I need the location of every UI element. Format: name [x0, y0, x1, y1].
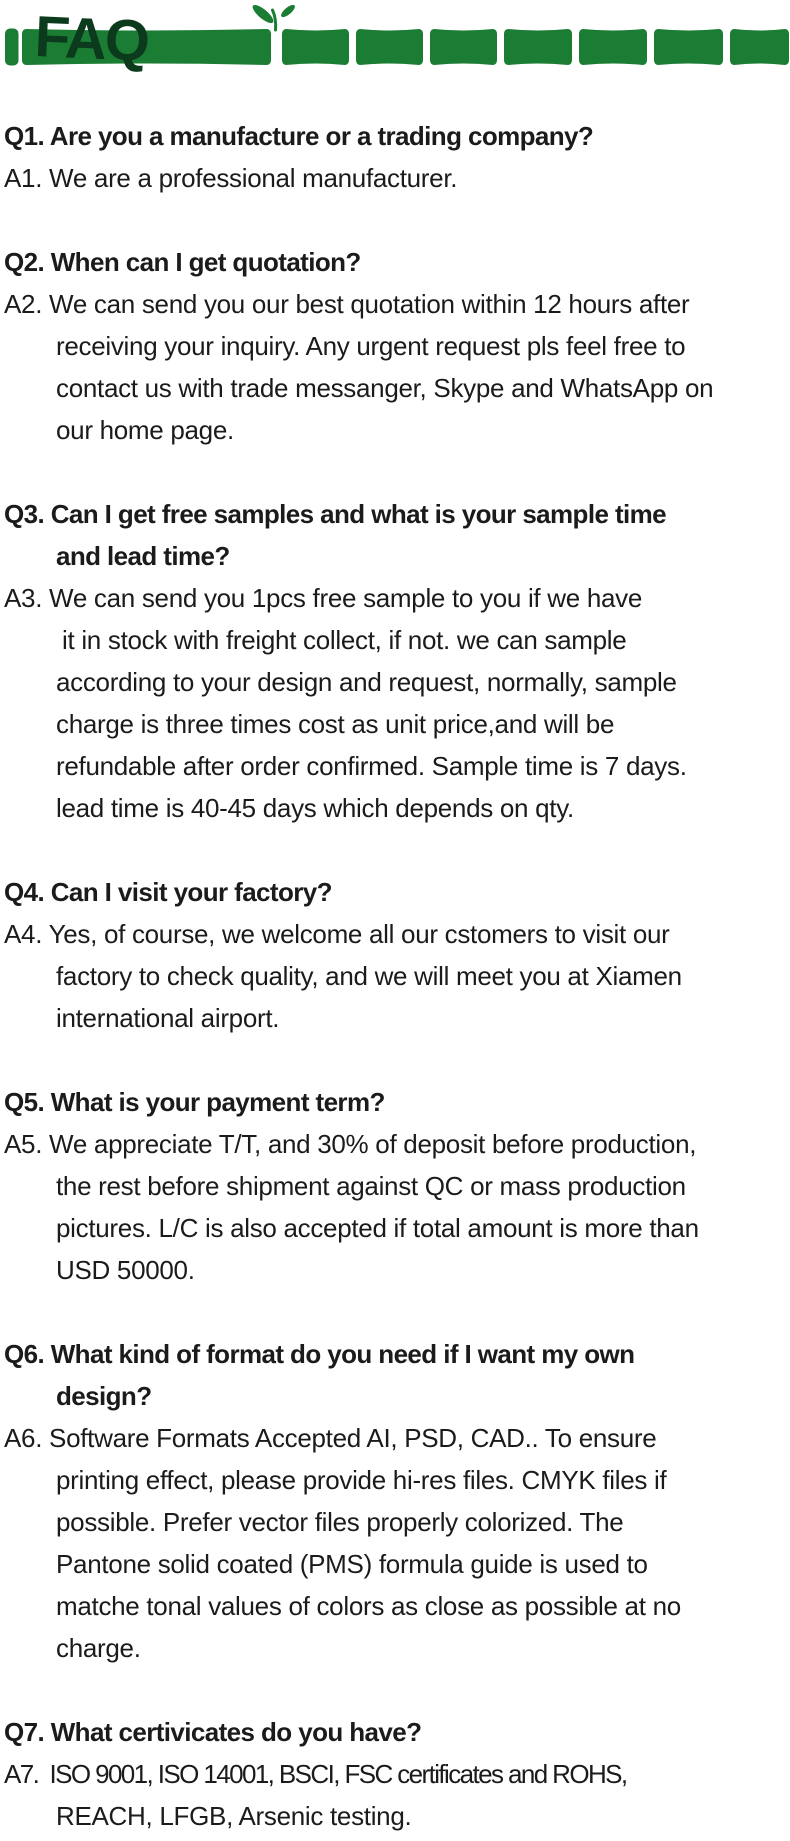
answer-line: charge. [56, 1633, 141, 1663]
answer-line: factory to check quality, and we will meet you at Xiamen [56, 961, 682, 991]
bamboo-segment [356, 29, 423, 65]
question-heading [4, 241, 760, 283]
question-line: Q5. What is your payment term? [4, 1087, 385, 1117]
answer-text [4, 1753, 760, 1837]
bamboo-segment [730, 29, 789, 65]
answer-line: A1. We are a professional manufacturer. [4, 163, 458, 193]
bamboo-left-cap [5, 29, 19, 66]
bamboo-segment [504, 29, 572, 65]
answer-text [4, 1417, 760, 1669]
answer-text [4, 577, 760, 829]
answer-line: A6. Software Formats Accepted AI, PSD, CAD.. To ensure [4, 1423, 657, 1453]
answer-line: refundable after order confirmed. Sample time is 7 days. [56, 751, 687, 781]
answer-line: charge is three times cost as unit price,and will be [56, 709, 615, 739]
faq-section-q6 [4, 1333, 760, 1669]
question-line: and lead time? [56, 541, 230, 571]
answer-line: Pantone solid coated (PMS) formula guide is used to [56, 1549, 648, 1579]
question-line: Q4. Can I visit your factory? [4, 877, 332, 907]
answer-line: it in stock with freight collect, if not. we can sample [62, 625, 627, 655]
answer-line: our home page. [56, 415, 234, 445]
answer-line: A5. We appreciate T/T, and 30% of deposit before production, [4, 1129, 697, 1159]
answer-line: pictures. L/C is also accepted if total amount is more than [56, 1213, 699, 1243]
answer-line: A4. Yes, of course, we welcome all our cstomers to visit our [4, 919, 670, 949]
faq-section-q5 [4, 1081, 760, 1291]
answer-text [4, 283, 760, 451]
answer-line: lead time is 40-45 days which depends on qty. [56, 793, 574, 823]
answer-line: possible. Prefer vector files properly colorized. The [56, 1507, 624, 1537]
faq-content [0, 115, 790, 1837]
faq-section-q1 [4, 115, 760, 199]
answer-line: printing effect, please provide hi-res files. CMYK files if [56, 1465, 667, 1495]
answer-line: REACH, LFGB, Arsenic testing. [56, 1801, 412, 1831]
question-heading [4, 115, 760, 157]
bamboo-segment [654, 29, 723, 65]
answer-line: receiving your inquiry. Any urgent request pls feel free to [56, 331, 686, 361]
answer-text [4, 1123, 760, 1291]
faq-section-q4 [4, 871, 760, 1039]
answer-text [4, 913, 760, 1039]
bamboo-banner-graphic [0, 0, 790, 78]
question-heading [4, 1081, 760, 1123]
question-line: Q1. Are you a manufacture or a trading company? [4, 121, 594, 151]
faq-banner [0, 0, 790, 78]
question-line: Q7. What certivicates do you have? [4, 1717, 422, 1747]
answer-line: A7. ISO 9001, ISO 14001, BSCI, FSC certificates and ROHS, [4, 1759, 627, 1789]
bamboo-segment [282, 29, 349, 65]
faq-section-q3 [4, 493, 760, 829]
question-heading [4, 871, 760, 913]
faq-section-q2 [4, 241, 760, 451]
answer-line: the rest before shipment against QC or mass production [56, 1171, 686, 1201]
answer-line: A3. We can send you 1pcs free sample to you if we have [4, 583, 643, 613]
answer-text [4, 157, 760, 199]
bamboo-segment [579, 29, 647, 65]
bamboo-leaf-icon [279, 3, 296, 19]
question-line: Q3. Can I get free samples and what is your sample time [4, 499, 667, 529]
answer-line: USD 50000. [56, 1255, 195, 1285]
question-line: design? [56, 1381, 152, 1411]
question-heading [4, 493, 760, 577]
bamboo-leaf-icon [250, 2, 276, 26]
answer-line: contact us with trade messanger, Skype and WhatsApp on [56, 373, 714, 403]
question-heading [4, 1333, 760, 1417]
answer-line: international airport. [56, 1003, 280, 1033]
faq-section-q7 [4, 1711, 760, 1837]
question-heading [4, 1711, 760, 1753]
answer-line: matche tonal values of colors as close as possible at no [56, 1591, 681, 1621]
bamboo-segment [430, 29, 497, 65]
answer-line: A2. We can send you our best quotation within 12 hours after [4, 289, 690, 319]
question-line: Q2. When can I get quotation? [4, 247, 361, 277]
answer-line: according to your design and request, normally, sample [56, 667, 677, 697]
faq-logo-text: FAQ [33, 4, 150, 74]
question-line: Q6. What kind of format do you need if I want my own [4, 1339, 635, 1369]
